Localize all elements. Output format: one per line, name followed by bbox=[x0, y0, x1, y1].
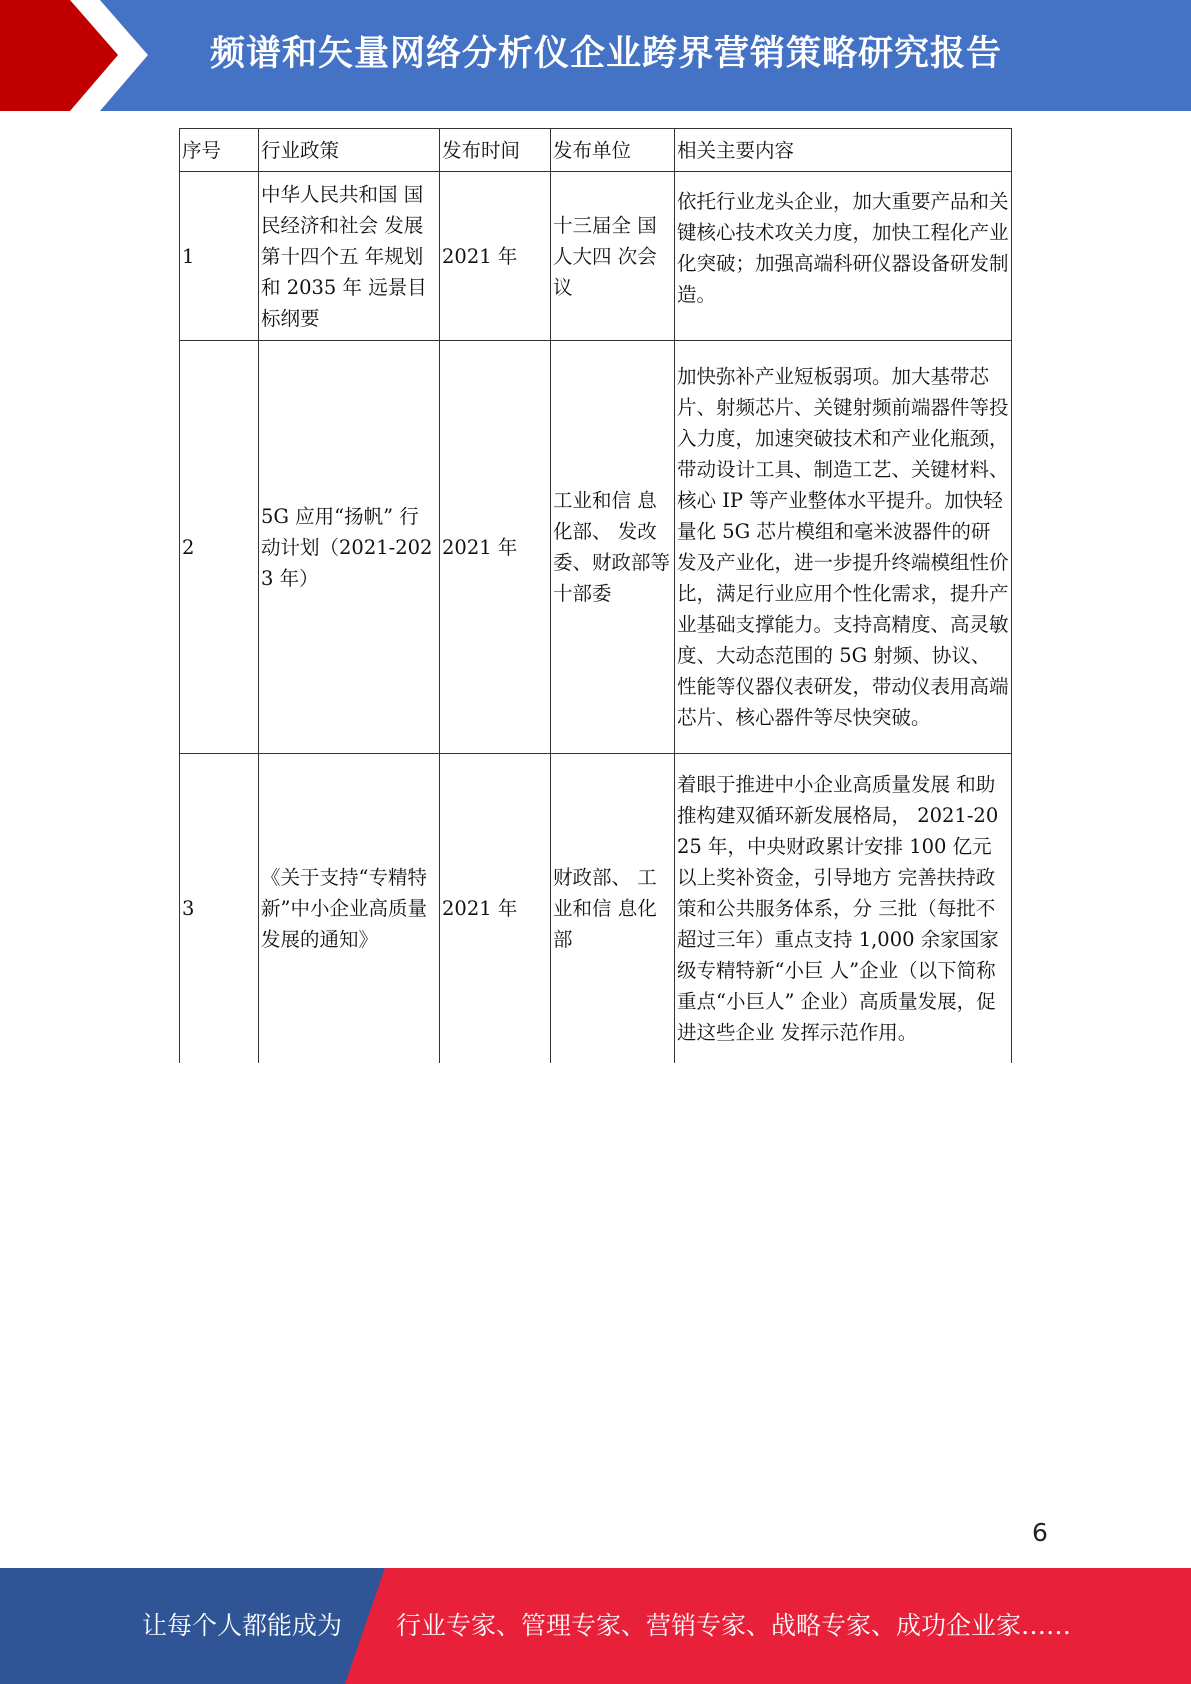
table-row bbox=[180, 754, 1012, 1064]
page-footer bbox=[0, 1568, 1191, 1684]
release-date: 2021 年 bbox=[440, 172, 551, 341]
table-row bbox=[180, 341, 1012, 754]
column-header: 序号 bbox=[180, 129, 259, 172]
release-date: 2021 年 bbox=[440, 754, 551, 1064]
page-number: 6 bbox=[1032, 1518, 1048, 1547]
column-header: 发布时间 bbox=[440, 129, 551, 172]
issuing-body: 财政部、 工业和信 息化部 bbox=[551, 754, 675, 1064]
policy-name: 《关于支持“专精特新”中小企业高质量发展的通知》 bbox=[259, 754, 440, 1064]
policy-table bbox=[179, 128, 1012, 1063]
policy-content: 加快弥补产业短板弱项。加大基带芯片、射频芯片、关键射频前端器件等投入力度，加速突破技术和产业化瓶颈，带动设计工具、制造工艺、关键材料、核心 IP 等产业整体水平提升。加快轻量化 5G 芯片模组和毫米波器件的研发及产业化，进一步提升终端模组性价比，满足行业应用个性化需求，提升产业基础支撑能力。支持高精度、高灵敏度、大动态范围的 5G 射频、协议、性能等仪器仪表研发，带动仪表用高端芯片、核心器件等尽快突破。 bbox=[675, 341, 1012, 754]
column-header: 行业政策 bbox=[259, 129, 440, 172]
report-title: 频谱和矢量网络分析仪企业跨界营销策略研究报告 bbox=[210, 34, 1003, 74]
row-number: 2 bbox=[180, 341, 259, 754]
policy-content: 着眼于推进中小企业高质量发展 和助推构建双循环新发展格局， 2021-2025 年，中央财政累计安排 100 亿元以上奖补资金，引导地方 完善扶持政策和公共服务体系，分 三批（每批不超过三年）重点支持 1,000 余家国家级专精特新“小巨 人”企业（以下简称重点“小巨人” 企业）高质量发展，促进这些企业 发挥示范作用。 bbox=[675, 754, 1012, 1064]
table-header-row bbox=[180, 129, 1012, 172]
row-number: 3 bbox=[180, 754, 259, 1064]
page-header bbox=[0, 0, 1191, 111]
policy-name: 5G 应用“扬帆” 行动计划（2021-2023 年） bbox=[259, 341, 440, 754]
column-header: 相关主要内容 bbox=[675, 129, 1012, 172]
policy-name: 中华人民共和国 国民经济和社会 发展第十四个五 年规划和 2035 年 远景目标纲要 bbox=[259, 172, 440, 341]
row-number: 1 bbox=[180, 172, 259, 341]
release-date: 2021 年 bbox=[440, 341, 551, 754]
issuing-body: 工业和信 息化部、 发改委、财政部等 十部委 bbox=[551, 341, 675, 754]
footer-slogan-right: 行业专家、管理专家、营销专家、战略专家、成功企业家…… bbox=[396, 1611, 1072, 1640]
column-header: 发布单位 bbox=[551, 129, 675, 172]
header-arrow-decoration bbox=[0, 0, 160, 111]
footer-slogan-left: 让每个人都能成为 bbox=[142, 1611, 343, 1640]
issuing-body: 十三届全 国人大四 次会议 bbox=[551, 172, 675, 341]
table-row bbox=[180, 172, 1012, 341]
policy-content: 依托行业龙头企业，加大重要产品和关键核心技术攻关力度，加快工程化产业化突破；加强高端科研仪器设备研发制造。 bbox=[675, 172, 1012, 341]
